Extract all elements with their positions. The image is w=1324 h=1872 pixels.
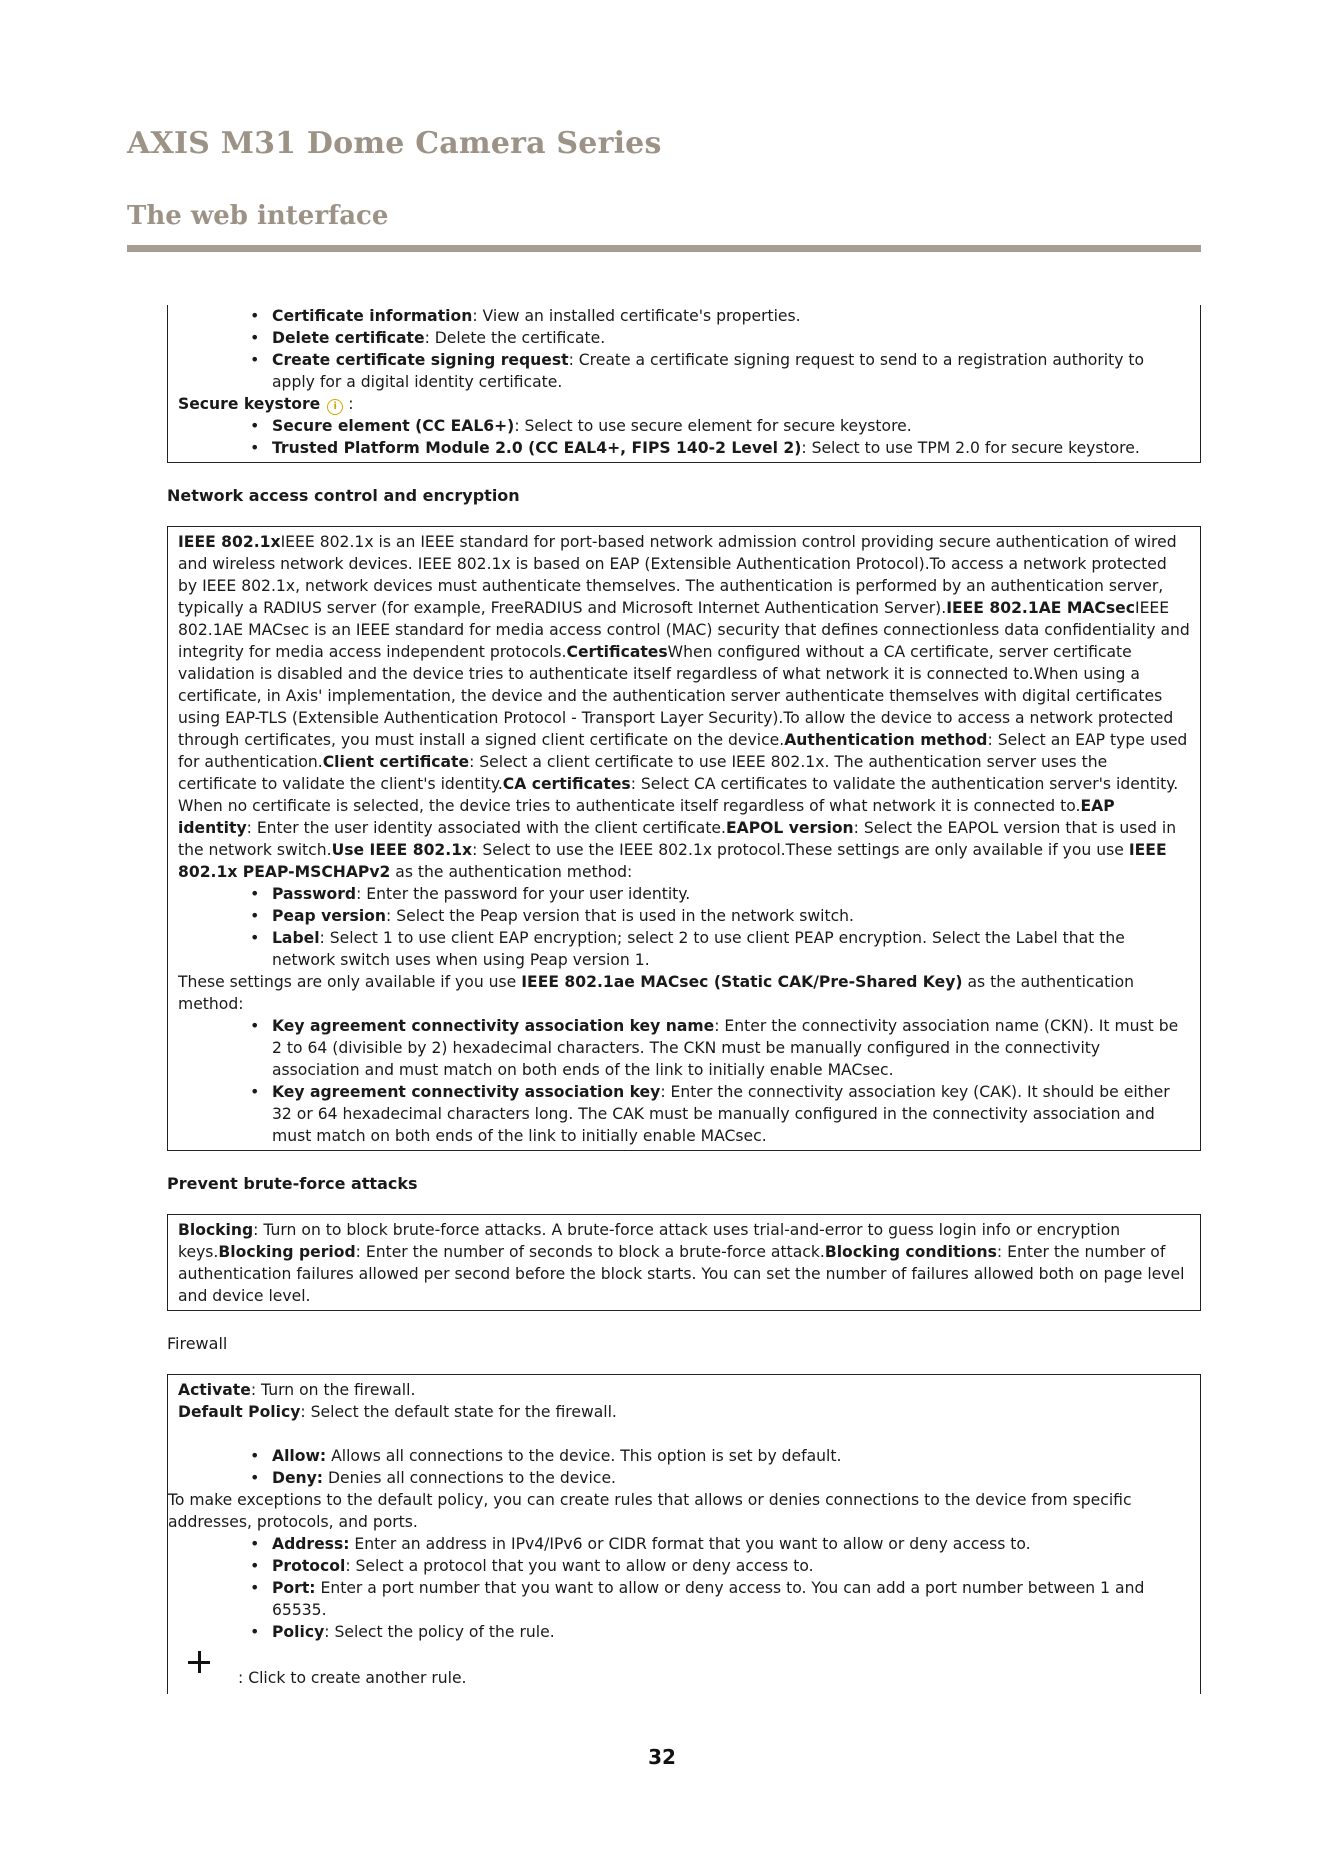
add-rule-text: : Click to create another rule. bbox=[238, 1669, 467, 1687]
add-rule-row bbox=[178, 1651, 1190, 1691]
secure-keystore-label: Secure keystore i : bbox=[178, 395, 354, 413]
network-access-paragraph: IEEE 802.1xIEEE 802.1x is an IEEE standard for port-based network admission control providing secure authentication of wired and wireless network devices. IEEE 802.1x is based on EAP (Extensible Authentication Protocol).To access a network protected by IEEE 802.1x, network devices must authenticate themselves. The authentication is performed by an authentication server, typically a RADIUS server (for example, FreeRADIUS and Microsoft Internet Authentication Server).IEEE 802.1AE MACsecIEEE 802.1AE MACsec is an IEEE standard for media access control (MAC) security that defines connectionless data confidentiality and integrity for media access independent protocols.CertificatesWhen configured without a CA certificate, server certificate validation is disabled and the device tries to authenticate itself regardless of what network it is connected to.When using a certificate, in Axis' implementation, the device and the authentication server authenticate themselves with digital certificates using EAP-TLS (Extensible Authentication Protocol - Transport Layer Security).To allow the device to access a network protected through certificates, you must install a signed client certificate on the device.Authentication method: Select an EAP type used for authentication.Client certificate: Select a client certificate to use IEEE 802.1x. The authentication server uses the certificate to validate the client's identity.CA certificates: Select CA certificates to validate the authentication server's identity. When no certificate is selected, the device tries to authenticate itself regardless of what network it is connected to.EAP identity: Enter the user identity associated with the client certificate.EAPOL version: Select the EAPOL version that is used in the network switch.Use IEEE 802.1x: Select to use the IEEE 802.1x protocol.These settings are only available if you use IEEE 802.1x PEAP-MSCHAPv2 as the authentication method: bbox=[178, 533, 1190, 881]
network-access-heading: Network access control and encryption bbox=[167, 486, 520, 505]
firewall-default-policy: Default Policy: Select the default state for the firewall. bbox=[178, 1403, 617, 1421]
firewall-activate: Activate: Turn on the firewall. bbox=[178, 1381, 416, 1399]
firewall-box bbox=[167, 1374, 1201, 1694]
brute-force-box bbox=[167, 1214, 1201, 1311]
brute-force-heading: Prevent brute-force attacks bbox=[167, 1174, 418, 1193]
network-access-box bbox=[167, 526, 1201, 1151]
list-item: • Key agreement connectivity association key: Enter the connectivity association key (CAK). It should be either 32 or 64 hexadecimal characters long. The CAK must be manually configured in the connectivity association and must match on both ends of the link to initially enable MACsec. bbox=[272, 1081, 1190, 1147]
list-item: • Certificate information: View an installed certificate's properties. bbox=[272, 305, 1190, 327]
default-policy-list bbox=[178, 1445, 1190, 1489]
firewall-exceptions-text: To make exceptions to the default policy, you can create rules that allows or denies connections to the device from specific addresses, protocols, and ports. bbox=[168, 1491, 1132, 1531]
list-item: • Deny: Denies all connections to the device. bbox=[272, 1467, 1190, 1489]
info-icon: i bbox=[327, 399, 343, 415]
macsec-intro: These settings are only available if you use IEEE 802.1ae MACsec (Static CAK/Pre-Shared Key) as the authentication method: bbox=[178, 973, 1135, 1013]
brute-force-paragraph: Blocking: Turn on to block brute-force attacks. A brute-force attack uses trial-and-error to guess login info or encryption keys.Blocking period: Enter the number of seconds to block a brute-force attack.Blocking conditions: Enter the number of authentication failures allowed per second before the block starts. You can set the number of failures allowed both on page level and device level. bbox=[178, 1221, 1185, 1305]
list-item: • Create certificate signing request: Create a certificate signing request to send to a registration authority to apply for a digital identity certificate. bbox=[272, 349, 1190, 393]
firewall-heading: Firewall bbox=[167, 1334, 228, 1353]
list-item: • Address: Enter an address in IPv4/IPv6 or CIDR format that you want to allow or deny access to. bbox=[272, 1533, 1190, 1555]
list-item: • Password: Enter the password for your user identity. bbox=[272, 883, 1190, 905]
page-content bbox=[167, 305, 1201, 1694]
firewall-rule-fields-list bbox=[178, 1533, 1190, 1643]
peap-settings-list bbox=[178, 883, 1190, 971]
list-item: • Label: Select 1 to use client EAP encryption; select 2 to use client PEAP encryption. Select the Label that the network switch uses when using Peap version 1. bbox=[272, 927, 1190, 971]
certificate-actions-list bbox=[178, 305, 1190, 393]
list-item: • Trusted Platform Module 2.0 (CC EAL4+, FIPS 140-2 Level 2): Select to use TPM 2.0 for secure keystore. bbox=[272, 437, 1190, 459]
certificates-box bbox=[167, 305, 1201, 463]
macsec-settings-list bbox=[178, 1015, 1190, 1147]
document-title: AXIS M31 Dome Camera Series bbox=[127, 126, 662, 161]
list-item: • Allow: Allows all connections to the device. This option is set by default. bbox=[272, 1445, 1190, 1467]
list-item: • Policy: Select the policy of the rule. bbox=[272, 1621, 1190, 1643]
list-item: • Protocol: Select a protocol that you want to allow or deny access to. bbox=[272, 1555, 1190, 1577]
list-item: • Peap version: Select the Peap version that is used in the network switch. bbox=[272, 905, 1190, 927]
keystore-options-list bbox=[178, 415, 1190, 459]
page-number: 32 bbox=[648, 1745, 676, 1769]
list-item: • Port: Enter a port number that you want to allow or deny access to. You can add a port number between 1 and 65535. bbox=[272, 1577, 1190, 1621]
header-divider bbox=[127, 245, 1201, 252]
list-item: • Key agreement connectivity association key name: Enter the connectivity association name (CKN). It must be 2 to 64 (divisible by 2) hexadecimal characters. The CKN must be manually configured in the connectivity association and must match on both ends of the link to initially enable MACsec. bbox=[272, 1015, 1190, 1081]
list-item: • Secure element (CC EAL6+): Select to use secure element for secure keystore. bbox=[272, 415, 1190, 437]
plus-icon[interactable] bbox=[188, 1651, 210, 1673]
list-item: • Delete certificate: Delete the certificate. bbox=[272, 327, 1190, 349]
section-title: The web interface bbox=[127, 201, 389, 231]
